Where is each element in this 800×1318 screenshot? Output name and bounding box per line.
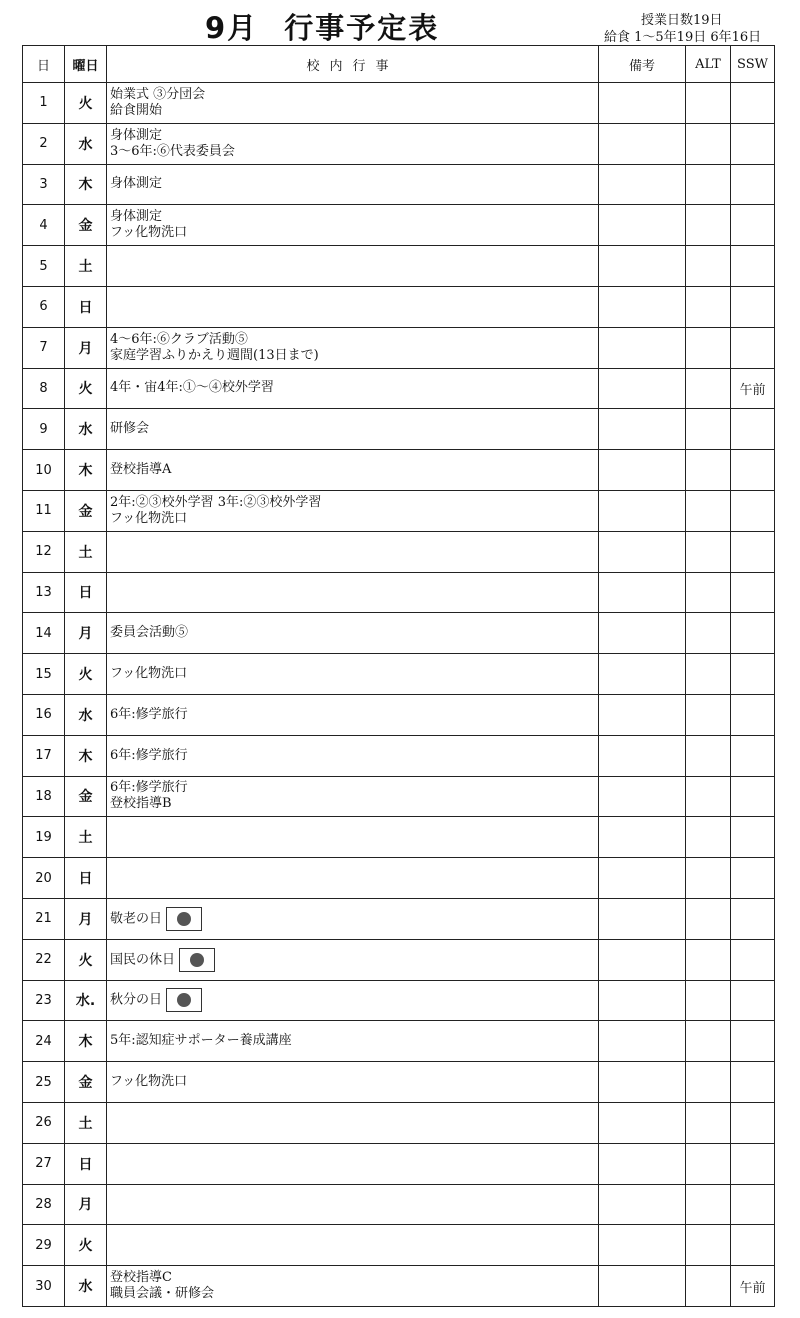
schedule-table: [22, 45, 775, 1307]
notes-cell: [599, 1102, 686, 1143]
events-cell: [107, 123, 599, 164]
day-cell: 23: [23, 980, 65, 1021]
table-row: [23, 205, 775, 246]
ssw-cell: [731, 572, 775, 613]
notes-cell: [599, 898, 686, 939]
ssw-cell: [731, 817, 775, 858]
event-text: 4〜6年:⑥クラブ活動⑤: [110, 331, 248, 347]
alt-cell: [686, 83, 731, 124]
event-text: フッ化物洗口: [110, 510, 188, 526]
weekday-cell: 火: [65, 83, 107, 124]
notes-cell: [599, 613, 686, 654]
alt-cell: [686, 735, 731, 776]
schedule-body: [23, 83, 775, 1307]
notes-cell: [599, 1266, 686, 1307]
notes-cell: [599, 286, 686, 327]
events-cell: [107, 1062, 599, 1103]
day-cell: 2: [23, 123, 65, 164]
alt-cell: [686, 409, 731, 450]
events-cell: [107, 817, 599, 858]
event-text: 4年・宙4年:①〜④校外学習: [110, 380, 274, 396]
events-cell: [107, 164, 599, 205]
ssw-cell: [731, 327, 775, 368]
weekday-cell: 水: [65, 694, 107, 735]
day-cell: 14: [23, 613, 65, 654]
col-header-alt: ALT: [686, 46, 731, 83]
alt-cell: [686, 1102, 731, 1143]
event-text: フッ化物洗口: [110, 225, 188, 241]
day-cell: 6: [23, 286, 65, 327]
events-cell: [107, 694, 599, 735]
table-row: [23, 327, 775, 368]
events-cell: [107, 858, 599, 899]
events-cell: [107, 939, 599, 980]
weekday-cell: 土: [65, 246, 107, 287]
day-cell: 4: [23, 205, 65, 246]
ssw-cell: [731, 123, 775, 164]
table-row: [23, 1102, 775, 1143]
alt-cell: [686, 898, 731, 939]
event-text: 身体測定: [110, 127, 163, 143]
event-text: フッ化物洗口: [110, 666, 188, 682]
notes-cell: [599, 1225, 686, 1266]
notes-cell: [599, 654, 686, 695]
event-text: 始業式 ③分団会: [110, 86, 206, 102]
flag-circle: [177, 993, 191, 1007]
weekday-cell: 火: [65, 939, 107, 980]
day-cell: 27: [23, 1143, 65, 1184]
alt-cell: [686, 246, 731, 287]
day-cell: 17: [23, 735, 65, 776]
events-cell: [107, 531, 599, 572]
event-text: 給食開始: [110, 102, 163, 118]
events-cell: [107, 735, 599, 776]
notes-cell: [599, 368, 686, 409]
day-cell: 12: [23, 531, 65, 572]
alt-cell: [686, 572, 731, 613]
alt-cell: [686, 694, 731, 735]
day-cell: 29: [23, 1225, 65, 1266]
class-days: 授業日数19日: [641, 13, 723, 28]
ssw-cell: [731, 83, 775, 124]
notes-cell: [599, 409, 686, 450]
day-cell: 13: [23, 572, 65, 613]
table-row: [23, 817, 775, 858]
col-header-day: 日: [23, 46, 65, 83]
day-cell: 18: [23, 776, 65, 817]
events-cell: [107, 246, 599, 287]
ssw-cell: [731, 654, 775, 695]
weekday-cell: 水: [65, 409, 107, 450]
japan-flag-icon: [166, 988, 202, 1012]
day-cell: 22: [23, 939, 65, 980]
ssw-cell: [731, 409, 775, 450]
col-header-ssw: SSW: [731, 46, 775, 83]
weekday-cell: 木: [65, 1021, 107, 1062]
day-cell: 26: [23, 1102, 65, 1143]
weekday-cell: 金: [65, 490, 107, 531]
events-cell: [107, 980, 599, 1021]
alt-cell: [686, 123, 731, 164]
table-row: [23, 572, 775, 613]
day-cell: 8: [23, 368, 65, 409]
events-cell: [107, 490, 599, 531]
table-row: [23, 776, 775, 817]
notes-cell: [599, 980, 686, 1021]
weekday-cell: 金: [65, 1062, 107, 1103]
events-cell: [107, 205, 599, 246]
ssw-cell: [731, 450, 775, 491]
ssw-cell: [731, 164, 775, 205]
notes-cell: [599, 327, 686, 368]
event-label: 国民の休日: [110, 952, 176, 968]
alt-cell: [686, 164, 731, 205]
ssw-cell: [731, 1225, 775, 1266]
ssw-cell: [731, 286, 775, 327]
table-row: [23, 1062, 775, 1103]
weekday-cell: 水: [65, 123, 107, 164]
alt-cell: [686, 450, 731, 491]
table-row: [23, 694, 775, 735]
events-cell: [107, 327, 599, 368]
events-cell: [107, 409, 599, 450]
table-row: [23, 980, 775, 1021]
weekday-cell: 土: [65, 1102, 107, 1143]
events-cell: [107, 1184, 599, 1225]
alt-cell: [686, 654, 731, 695]
table-row: [23, 613, 775, 654]
events-cell: [107, 1266, 599, 1307]
day-cell: 3: [23, 164, 65, 205]
notes-cell: [599, 246, 686, 287]
ssw-cell: [731, 531, 775, 572]
notes-cell: [599, 450, 686, 491]
events-cell: [107, 1102, 599, 1143]
event-text: 研修会: [110, 421, 150, 437]
weekday-cell: 日: [65, 1143, 107, 1184]
events-cell: [107, 83, 599, 124]
col-header-notes: 備考: [599, 46, 686, 83]
event-text: 6年:修学旅行: [110, 747, 188, 763]
event-text: 6年:修学旅行: [110, 780, 188, 796]
weekday-cell: 月: [65, 898, 107, 939]
table-row: [23, 409, 775, 450]
weekday-cell: 土: [65, 531, 107, 572]
ssw-cell: [731, 1062, 775, 1103]
ssw-cell: [731, 613, 775, 654]
table-row: [23, 898, 775, 939]
event-text: 6年:修学旅行: [110, 706, 188, 722]
ssw-cell: [731, 205, 775, 246]
table-row: [23, 735, 775, 776]
table-row: [23, 490, 775, 531]
event-text: 家庭学習ふりかえり週間(13日まで): [110, 347, 319, 363]
event-label: 敬老の日: [110, 911, 163, 927]
notes-cell: [599, 939, 686, 980]
ssw-cell: [731, 980, 775, 1021]
alt-cell: [686, 817, 731, 858]
notes-cell: [599, 694, 686, 735]
table-row: [23, 1225, 775, 1266]
alt-cell: [686, 1143, 731, 1184]
table-row: [23, 1021, 775, 1062]
ssw-cell: 午前: [731, 1266, 775, 1307]
page-title: [205, 6, 439, 47]
table-row: [23, 1266, 775, 1307]
ssw-cell: [731, 1021, 775, 1062]
table-row: [23, 368, 775, 409]
day-cell: 30: [23, 1266, 65, 1307]
weekday-cell: 月: [65, 613, 107, 654]
events-cell: [107, 898, 599, 939]
notes-cell: [599, 164, 686, 205]
day-cell: 15: [23, 654, 65, 695]
events-cell: [107, 1225, 599, 1266]
lunch-days: 給食 1〜5年19日 6年16日: [604, 30, 762, 45]
day-cell: 5: [23, 246, 65, 287]
notes-cell: [599, 490, 686, 531]
ssw-cell: [731, 1143, 775, 1184]
events-cell: [107, 286, 599, 327]
ssw-cell: [731, 776, 775, 817]
table-row: [23, 450, 775, 491]
event-text: 3〜6年:⑥代表委員会: [110, 143, 235, 159]
day-cell: 25: [23, 1062, 65, 1103]
notes-cell: [599, 572, 686, 613]
ssw-cell: [731, 939, 775, 980]
weekday-cell: 火: [65, 1225, 107, 1266]
event-text: 登校指導A: [110, 462, 172, 478]
events-cell: [107, 450, 599, 491]
weekday-cell: 火: [65, 368, 107, 409]
table-row: [23, 123, 775, 164]
alt-cell: [686, 368, 731, 409]
event-text: 登校指導C: [110, 1270, 172, 1285]
table-row: [23, 858, 775, 899]
ssw-cell: [731, 898, 775, 939]
notes-cell: [599, 735, 686, 776]
event-text: 5年:認知症サポーター養成講座: [110, 1033, 292, 1049]
table-row: [23, 939, 775, 980]
weekday-cell: 木: [65, 735, 107, 776]
notes-cell: [599, 83, 686, 124]
day-cell: 1: [23, 83, 65, 124]
alt-cell: [686, 1062, 731, 1103]
table-row: [23, 531, 775, 572]
events-cell: [107, 654, 599, 695]
notes-cell: [599, 776, 686, 817]
alt-cell: [686, 286, 731, 327]
events-cell: [107, 613, 599, 654]
notes-cell: [599, 817, 686, 858]
notes-cell: [599, 1021, 686, 1062]
notes-cell: [599, 531, 686, 572]
ssw-cell: [731, 490, 775, 531]
ssw-cell: [731, 246, 775, 287]
notes-cell: [599, 1143, 686, 1184]
event-text: 身体測定: [110, 209, 163, 225]
weekday-cell: 日: [65, 572, 107, 613]
event-text: 登校指導B: [110, 796, 172, 812]
notes-cell: [599, 1184, 686, 1225]
events-cell: [107, 1021, 599, 1062]
notes-cell: [599, 858, 686, 899]
flag-circle: [190, 953, 204, 967]
weekday-cell: 水: [65, 1266, 107, 1307]
alt-cell: [686, 776, 731, 817]
alt-cell: [686, 205, 731, 246]
ssw-cell: [731, 694, 775, 735]
day-cell: 20: [23, 858, 65, 899]
alt-cell: [686, 613, 731, 654]
alt-cell: [686, 1266, 731, 1307]
col-header-weekday: 曜日: [65, 46, 107, 83]
event-text: 身体測定: [110, 176, 163, 192]
day-cell: 9: [23, 409, 65, 450]
alt-cell: [686, 980, 731, 1021]
weekday-cell: 火: [65, 654, 107, 695]
japan-flag-icon: [166, 907, 202, 931]
title-month: 9月: [205, 11, 259, 45]
ssw-cell: [731, 1184, 775, 1225]
weekday-cell: 月: [65, 327, 107, 368]
event-text: フッ化物洗口: [110, 1074, 188, 1090]
event-text: [110, 907, 598, 931]
ssw-cell: [731, 735, 775, 776]
event-text: 2年:②③校外学習 3年:②③校外学習: [110, 494, 322, 510]
day-cell: 24: [23, 1021, 65, 1062]
day-cell: 11: [23, 490, 65, 531]
event-label: 秋分の日: [110, 992, 163, 1008]
alt-cell: [686, 939, 731, 980]
ssw-cell: 午前: [731, 368, 775, 409]
day-cell: 16: [23, 694, 65, 735]
events-cell: [107, 572, 599, 613]
table-row: [23, 654, 775, 695]
weekday-cell: 木: [65, 450, 107, 491]
alt-cell: [686, 1184, 731, 1225]
table-row: [23, 1184, 775, 1225]
event-text: [110, 948, 598, 972]
event-text: 職員会議・研修会: [110, 1286, 215, 1301]
day-cell: 7: [23, 327, 65, 368]
header-row: [23, 46, 775, 83]
weekday-cell: 木: [65, 164, 107, 205]
events-cell: [107, 1143, 599, 1184]
table-row: [23, 286, 775, 327]
alt-cell: [686, 327, 731, 368]
weekday-cell: 土: [65, 817, 107, 858]
japan-flag-icon: [179, 948, 215, 972]
alt-cell: [686, 858, 731, 899]
day-cell: 19: [23, 817, 65, 858]
ssw-cell: [731, 858, 775, 899]
title-main: 行事予定表: [284, 11, 440, 45]
alt-cell: [686, 1225, 731, 1266]
table-row: [23, 1143, 775, 1184]
weekday-cell: 月: [65, 1184, 107, 1225]
event-text: 委員会活動⑤: [110, 625, 189, 641]
weekday-cell: 金: [65, 205, 107, 246]
day-cell: 28: [23, 1184, 65, 1225]
events-cell: [107, 368, 599, 409]
notes-cell: [599, 1062, 686, 1103]
weekday-cell: 金: [65, 776, 107, 817]
notes-cell: [599, 205, 686, 246]
day-cell: 10: [23, 450, 65, 491]
alt-cell: [686, 1021, 731, 1062]
table-row: [23, 83, 775, 124]
day-cell: 21: [23, 898, 65, 939]
weekday-cell: 水.: [65, 980, 107, 1021]
table-row: [23, 164, 775, 205]
ssw-cell: [731, 1102, 775, 1143]
alt-cell: [686, 490, 731, 531]
notes-cell: [599, 123, 686, 164]
col-header-events: 校内行事: [107, 46, 599, 83]
weekday-cell: 日: [65, 858, 107, 899]
flag-circle: [177, 912, 191, 926]
alt-cell: [686, 531, 731, 572]
weekday-cell: 日: [65, 286, 107, 327]
events-cell: [107, 776, 599, 817]
table-row: [23, 246, 775, 287]
event-text: [110, 988, 598, 1012]
